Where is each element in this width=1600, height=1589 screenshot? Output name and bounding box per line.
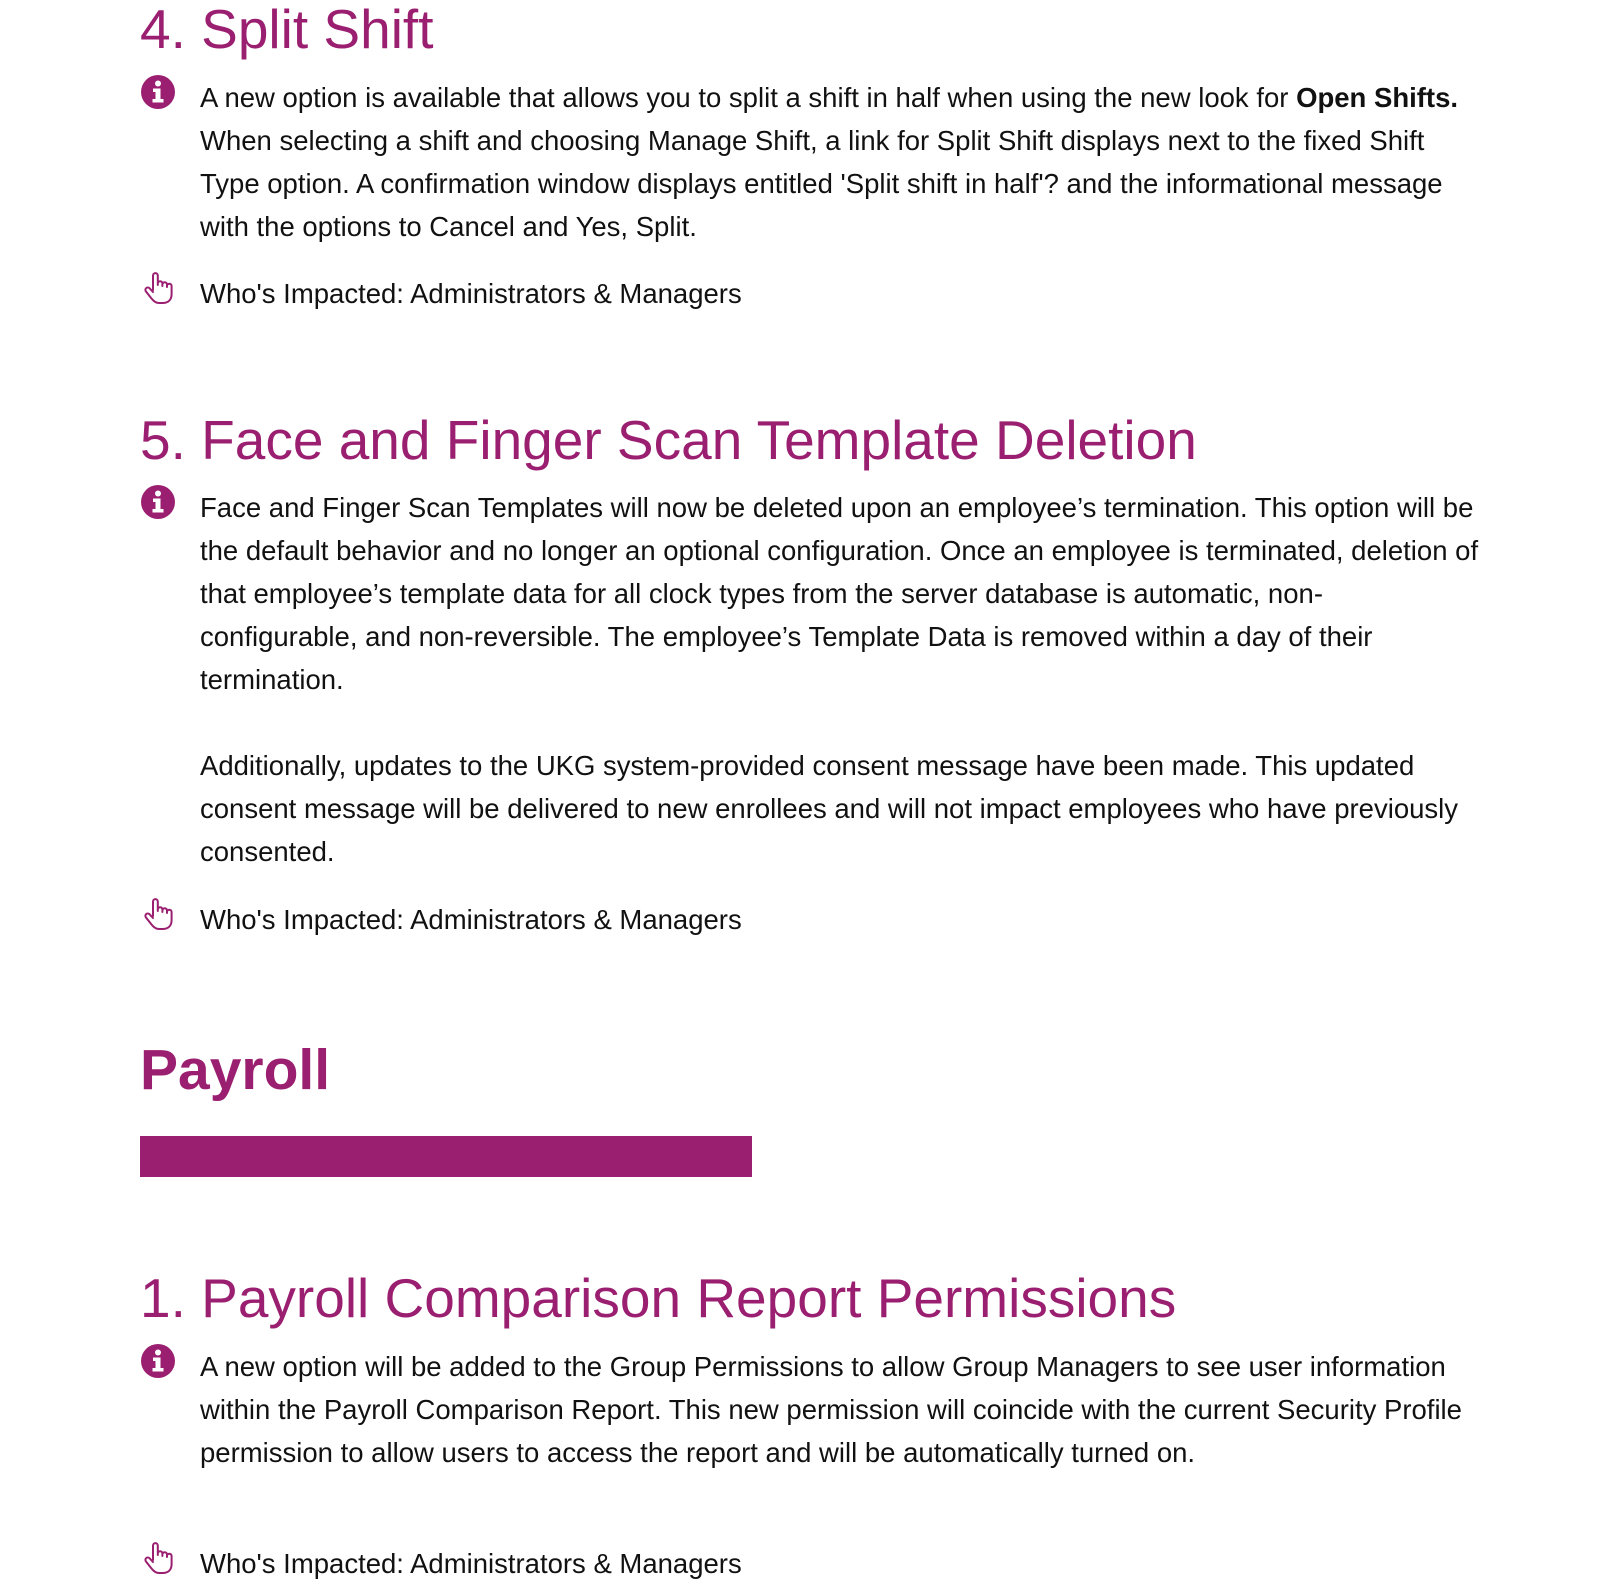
face-finger-scan-impacted: Who's Impacted: Administrators & Managers [200, 904, 742, 935]
split-shift-description-end: When selecting a shift and choosing Manage Shift, a link for Split Shift displays next to the fixed Shift Type option. A confirmation window displays entitled 'Split shift in half'? and the informational message with the options to Cancel and Yes, Split. [200, 125, 1443, 242]
info-circle-icon [140, 74, 176, 110]
payroll-comparison-impacted: Who's Impacted: Administrators & Managers [200, 1548, 742, 1579]
category-title-payroll: Payroll [140, 1038, 331, 1102]
split-shift-description [200, 76, 1480, 248]
category-divider-bar [140, 1136, 752, 1177]
info-circle-icon [140, 484, 176, 520]
pointing-hand-icon [140, 896, 176, 932]
section-title-face-finger-scan: 5. Face and Finger Scan Template Deletion [140, 409, 1197, 471]
info-circle-icon [140, 1343, 176, 1379]
payroll-comparison-description: A new option will be added to the Group Permissions to allow Group Managers to see user information within the Payroll Comparison Report. This new permission will coincide with the current Security Profile permission to allow users to access the report and will be automatically turned on. [200, 1351, 1462, 1468]
section-title-payroll-comparison: 1. Payroll Comparison Report Permissions [140, 1267, 1177, 1329]
pointing-hand-icon [140, 270, 176, 306]
section-title-split-shift: 4. Split Shift [140, 0, 434, 60]
face-finger-scan-description-additional: Additionally, updates to the UKG system-provided consent message have been made. This updated consent message will be delivered to new enrollees and will not impact employees who have previously consented. [200, 750, 1459, 867]
split-shift-description-start: A new option is available that allows you to split a shift in half when using the new look for [200, 82, 1297, 113]
face-finger-scan-description: Face and Finger Scan Templates will now be deleted upon an employee’s termination. This option will be the default behavior and no longer an optional configuration. Once an employee is terminated, deletion of that employee’s template data for all clock types from the server database is automatic, non-configurable, and non-reversible. The employee’s Template Data is removed within a day of their termination. [200, 492, 1479, 695]
split-shift-impacted: Who's Impacted: Administrators & Managers [200, 278, 742, 309]
split-shift-description-bold: Open Shifts. [1296, 82, 1459, 113]
pointing-hand-icon [140, 1540, 176, 1576]
